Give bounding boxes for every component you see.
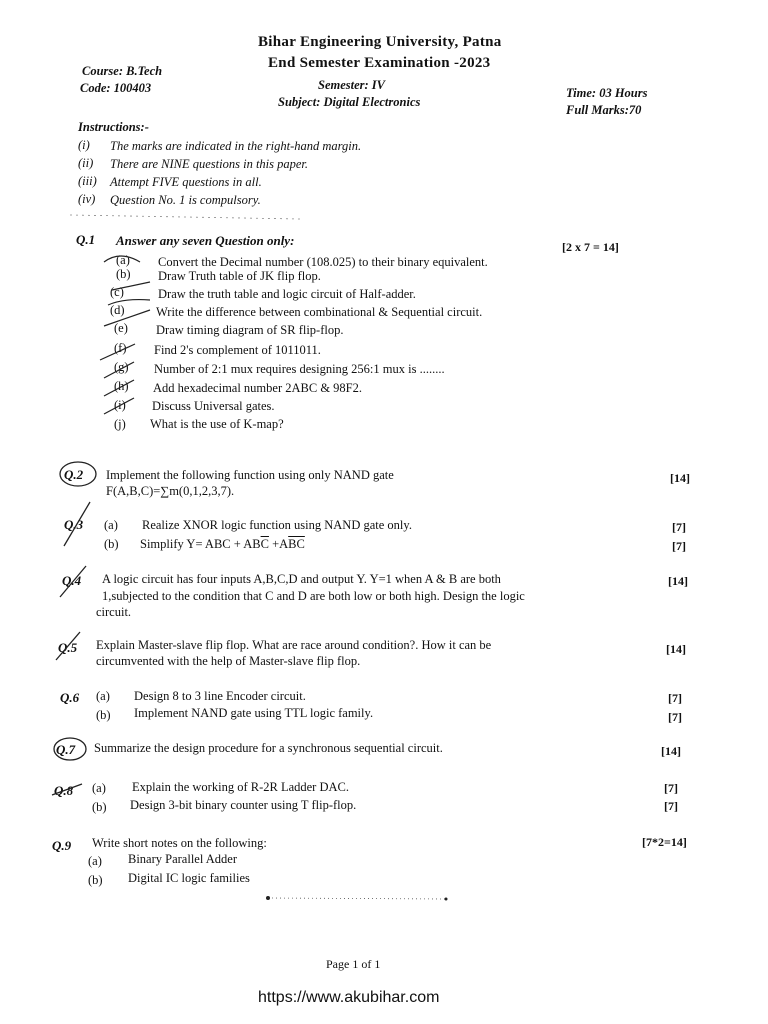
q1-title: Answer any seven Question only:	[116, 233, 295, 248]
q1-item-text: Find 2's complement of 1011011.	[154, 343, 321, 357]
q6a-text: Design 8 to 3 line Encoder circuit.	[134, 689, 306, 703]
q1-item-label: (e)	[114, 321, 128, 335]
instruction-text: There are NINE questions in this paper.	[110, 157, 309, 171]
q1-item-label: (h)	[114, 379, 129, 393]
q1-item-label: (c)	[110, 285, 124, 299]
q1-item-label: (d)	[110, 303, 125, 317]
full-marks: Full Marks:70	[566, 103, 642, 117]
instruction-num: (ii)	[78, 156, 94, 170]
q3b-label: (b)	[104, 537, 119, 551]
semester: Semester: IV	[318, 78, 386, 92]
q2-line1: Implement the following function using only NAND gate	[106, 468, 394, 482]
q6a-marks: [7]	[668, 691, 682, 705]
question-number: Q.8	[54, 783, 74, 798]
end-separator-line	[268, 898, 446, 899]
q1-item-text: What is the use of K-map?	[150, 417, 284, 431]
instructions-title: Instructions:-	[78, 120, 149, 134]
end-dot	[266, 896, 270, 900]
instruction-num: (i)	[78, 138, 90, 152]
q1-item-text: Convert the Decimal number (108.025) to their binary equivalent.	[158, 255, 488, 269]
q9a-label: (a)	[88, 854, 102, 868]
q5-line2: circumvented with the help of Master-slave flip flop.	[96, 654, 361, 668]
q9-text: Write short notes on the following:	[92, 836, 267, 850]
q1-item-text: Draw the truth table and logic circuit of Half-adder.	[158, 287, 416, 301]
separator-line	[70, 215, 300, 219]
q2-marks: [14]	[670, 471, 690, 485]
instruction-text: The marks are indicated in the right-hand margin.	[110, 139, 362, 153]
q1-item-text: Write the difference between combinational & Sequential circuit.	[156, 305, 483, 319]
q1-item-label: (g)	[114, 360, 129, 374]
q6a-label: (a)	[96, 689, 110, 703]
q1-item-label: (f)	[114, 341, 127, 355]
q1-item-text: Discuss Universal gates.	[152, 399, 275, 413]
q2-line2: F(A,B,C)=∑m(0,1,2,3,7).	[106, 484, 235, 498]
question-number: Q.6	[60, 690, 80, 705]
q8a-text: Explain the working of R-2R Ladder DAC.	[132, 780, 349, 794]
instruction-text: Question No. 1 is compulsory.	[110, 193, 261, 207]
q4-marks: [14]	[668, 574, 688, 588]
q4-line2: 1,subjected to the condition that C and D are both low or both high. Design the logic	[102, 589, 525, 603]
subject: Subject: Digital Electronics	[278, 95, 421, 109]
q1-item-label: (b)	[116, 267, 131, 281]
q1-item-label: (j)	[114, 417, 126, 431]
course-code: Code: 100403	[80, 81, 152, 95]
q8b-label: (b)	[92, 800, 107, 814]
q3b-text: Simplify Y= ABC + $AB\overline{C} +A\overline{B}\overline{C}$	[140, 537, 305, 551]
q8b-text: Design 3-bit binary counter using T flip-flop.	[130, 798, 357, 812]
website-url[interactable]: https://www.akubihar.com	[258, 989, 440, 1006]
question-number: Q.4	[62, 573, 82, 588]
q4-line3: circuit.	[96, 605, 132, 619]
page-number: Page 1 of 1	[326, 957, 381, 971]
q3a-marks: [7]	[672, 520, 686, 534]
question-number: Q.9	[52, 838, 72, 853]
question-number: Q.2	[64, 467, 84, 482]
q4-line1: A logic circuit has four inputs A,B,C,D and output Y. Y=1 when A & B are both	[102, 572, 501, 586]
q1-item-text: Number of 2:1 mux requires designing 256:1 mux is ........	[154, 362, 445, 376]
q6b-text: Implement NAND gate using TTL logic family.	[134, 706, 374, 720]
exam-title: End Semester Examination -2023	[268, 55, 491, 71]
q1-item-text: Add hexadecimal number 2ABC & 98F2.	[153, 381, 362, 395]
q1-item-label: (a)	[116, 253, 130, 267]
end-dot	[445, 898, 448, 901]
university-name: Bihar Engineering University, Patna	[258, 34, 502, 50]
exam-time: Time: 03 Hours	[566, 86, 648, 100]
q9b-label: (b)	[88, 873, 103, 887]
q3a-label: (a)	[104, 518, 118, 532]
q8a-label: (a)	[92, 781, 106, 795]
question-number: Q.1	[76, 232, 96, 247]
question-number: Q.3	[64, 517, 84, 532]
q1-item-label: (i)	[114, 398, 126, 412]
q1-item-text: Draw Truth table of JK flip flop.	[158, 269, 321, 283]
q7-marks: [14]	[661, 744, 681, 758]
instruction-num: (iii)	[78, 174, 97, 188]
instruction-num: (iv)	[78, 192, 96, 206]
q5-marks: [14]	[666, 642, 686, 656]
q9b-text: Digital IC logic families	[128, 871, 250, 885]
question-number: Q.7	[56, 742, 76, 757]
q7-text: Summarize the design procedure for a synchronous sequential circuit.	[94, 741, 443, 755]
q6b-marks: [7]	[668, 710, 682, 724]
q1-item-text: Draw timing diagram of SR flip-flop.	[156, 323, 344, 337]
q9a-text: Binary Parallel Adder	[128, 852, 237, 866]
q9-marks: [7*2=14]	[642, 835, 687, 849]
question-number: Q.5	[58, 640, 78, 655]
q6b-label: (b)	[96, 708, 111, 722]
q1-marks: [2 x 7 = 14]	[562, 240, 619, 254]
instruction-text: Attempt FIVE questions in all.	[110, 175, 262, 189]
course: Course: B.Tech	[82, 64, 163, 78]
q8a-marks: [7]	[664, 781, 678, 795]
q3a-text: Realize XNOR logic function using NAND gate only.	[142, 518, 412, 532]
q3b-marks: [7]	[672, 539, 686, 553]
q5-line1: Explain Master-slave flip flop. What are race around condition?. How it can be	[96, 638, 492, 652]
q8b-marks: [7]	[664, 799, 678, 813]
